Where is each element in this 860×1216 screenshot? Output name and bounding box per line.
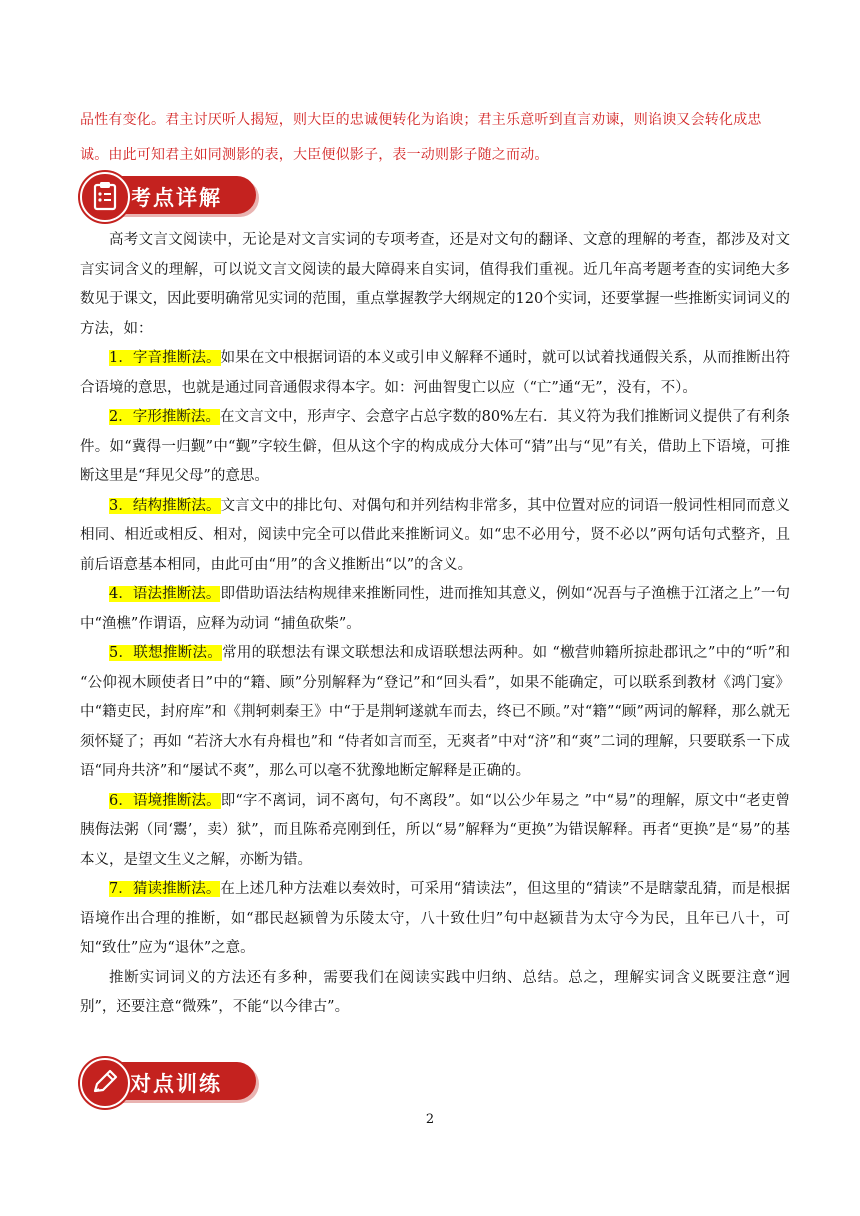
paragraph-text: 即“字不离词，词不离句，句不离段”。如“以公少年易之 ”中“易”的理解，原文中“老吏曾胰侮法粥（同‘鬻’，卖）狱”，而且陈希亮刚到任，所以“易”解释为“更换”为错误解释。再者“更换”是“易”的基本义，是望文生义之解，亦断为错。 — [80, 792, 790, 868]
clipboard-icon — [89, 180, 121, 212]
paragraph — [80, 580, 790, 639]
method-label: 5．联想推断法。 — [109, 645, 223, 661]
paragraph — [80, 875, 790, 964]
method-label: 7．猜读推断法。 — [109, 881, 221, 897]
paragraph — [80, 492, 790, 581]
paragraph-text: 文言文中的排比句、对偶句和并列结构非常多，其中位置对应的词语一般词性相同而意义相同、相近或相反、相对，阅读中完全可以借此来推断词义。如“忠不必用兮，贤不必以”两句话句式整齐，且前后语意基本相同，由此可由“用”的含义推断出“以”的含义。 — [80, 497, 790, 573]
section-title: 考点详解 — [130, 186, 222, 210]
paragraph — [80, 226, 790, 344]
paragraph — [80, 787, 790, 876]
pencil-icon — [89, 1066, 121, 1098]
section-banner-duidian — [80, 1058, 280, 1104]
paragraph-text: 如果在文中根据词语的本义或引申义解释不通时，就可以试着找通假关系，从而推断出符合语境的意思，也就是通过同音通假求得本字。如：河曲智叟亡以应（“亡”通“无”，没有，不）。 — [80, 350, 790, 396]
method-label: 4．语法推断法。 — [109, 586, 221, 602]
paragraph — [80, 403, 790, 492]
paragraph-text: 即借助语法结构规律来推断同性，进而推知其意义，例如“况吾与子渔樵于江渚之上”一句中“渔樵”作谓语，应释为动词 “捕鱼砍柴”。 — [80, 586, 790, 632]
section-title: 对点训练 — [130, 1072, 222, 1096]
page-number: 2 — [425, 1112, 435, 1127]
article-body — [80, 226, 790, 1023]
paragraph-text: 在文言文中，形声字、会意字占总字数的80%左右．其义符为我们推断词义提供了有利条件。如“冀得一归觐”中“觐”字较生僻，但从这个字的构成成分大体可“猜”出与“见”有关，借助上下语境，可推断这里是“拜见父母”的意思。 — [80, 409, 790, 484]
paragraph-text: 高考文言文阅读中，无论是对文言实词的专项考查，还是对文句的翻译、文意的理解的考查，都涉及对文言实词含义的理解，可以说文言文阅读的最大障碍来自实词，值得我们重视。近几年高考题考查的实词绝大多数见于课文，因此要明确常见实词的范围，重点掌握教学大纲规定的120个实词，还要掌握一些推断实词词义的方法，如： — [80, 232, 790, 337]
paragraph — [80, 964, 790, 1023]
intro-red-text: 品性有变化。君主讨厌听人揭短，则大臣的忠诚便转化为谄谀；君主乐意听到直言劝谏，则谄谀又会转化成忠诚。由此可知君主如同测影的表，大臣便似影子，表一动则影子随之而动。 — [80, 112, 762, 163]
paragraph-text: 推断实词词义的方法还有多种，需要我们在阅读实践中归纳、总结。总之，理解实词含义既要注意“迥别”，还要注意“微殊”，不能“以今律古”。 — [80, 969, 790, 1015]
method-label: 3．结构推断法。 — [109, 497, 221, 514]
method-label: 6．语境推断法。 — [109, 792, 221, 809]
method-label: 2．字形推断法。 — [109, 409, 220, 425]
paragraph-text: 常用的联想法有课文联想法和成语联想法两种。如 “檄营帅籍所掠赴郡讯之”中的“听”和 “公仰视木顾使者日”中的“籍、顾”分别解释为“登记”和“回头看”，如果不能确定，可以联系到教材《鸿门宴》中“籍吏民，封府库”和《荆轲刺秦王》中“于是荆轲遂就车而去，终已不顾。”对“籍”“顾”两词的解释，那么就无须怀疑了；再如 “若济大水有舟楫也”和 “侍者如言而至，无爽者”中对“济”和“爽”二词的理解，只要联系一下成语“同舟共济”和“屡试不爽”，那么可以毫不犹豫地断定解释是正确的。 — [80, 645, 790, 779]
paragraph-text: 在上述几种方法难以奏效时，可采用“猜读法”，但这里的“猜读”不是瞎蒙乱猜，而是根据语境作出合理的推断，如“郡民赵颍曾为乐陵太守，八十致仕归”句中赵颍昔为太守今为民，且年已八十，可知“致仕”应为“退休”之意。 — [80, 881, 790, 956]
section-banner-kaodian — [80, 172, 280, 218]
paragraph — [80, 639, 790, 787]
method-label: 1．字音推断法。 — [109, 350, 221, 366]
paragraph — [80, 344, 790, 403]
